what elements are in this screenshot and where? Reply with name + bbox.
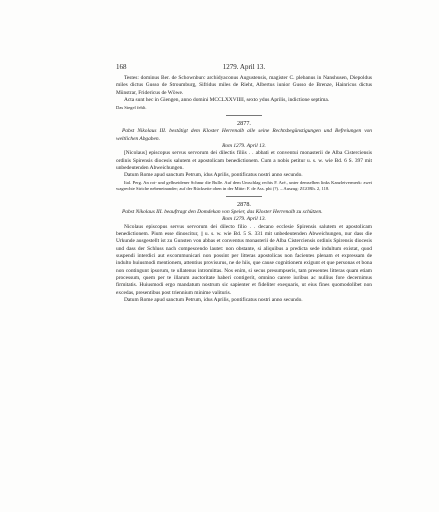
document-2878 (116, 201, 372, 304)
text-column (116, 75, 372, 304)
regest: Pabst Nikolaus III. bestätigt dem Kloster Herrenalb alle seine Rechtsbegünstigungen und Befreiungen von weltlichen Abgaben. (116, 128, 372, 142)
datum-line: Datum Rome apud sanctum Petrum, idus Aprilis, pontificatus nostri anno secundo. (124, 296, 303, 303)
regest: Pabst Nikolaus III. beauftragt den Domdekan von Speier, das Kloster Herrenalb zu schützen. (122, 209, 323, 216)
witness-list: Testes: dominus Ber. de Schownburc archidyaconus Augustensis, magister C. plebanus in Nanshusen, Diepoldus miles dictus Gusso de Stroumburg, Sifridus miles de Riеht, Albertus iunior Gusso de Brenze, Hainricus dictus Münstrar, Fridericus de Wöwe. (116, 75, 372, 96)
running-header (116, 63, 372, 72)
separator-rule (226, 196, 262, 197)
archival-note: Ital. Perg. An rot- und gelbseidener Schnur die Bulle. Auf dem Umschlag rechts F. Aré., unter demselben links Kanzleivermerk: zwei wagrechte Striche nebeneinander; auf der Rückseite oben in der Mitte: F. de Ass. phi (?). – Auszug: ZGORh. 2, 118. (116, 179, 372, 191)
dating-clause: Acta sunt hec in Giengen, anno domini MCCLXXVIIII, sexto ydus Aprilis, indictione septima. (124, 96, 330, 103)
separator-rule (226, 115, 262, 116)
document-body: Nicolaus episcopus servus servorum dei dilecto filio . . decano ecclesie Spirensis salutem et apostolicam benedictionem. Pium esse dinoscitur, || u. s. w. wie Bd. 5 S. 331 mit unbedeutenden Abweichungen, nur dass die Urkunde ausgestellt ist zu Gunsten von abbas et conventus monasterii de Alba Cisterciensis ordinis Spirensis diocesis und dass der Schluss nach compescendo lautet: non obstante, si aliquibus a predicta sede indultum existat, quod suspendi interdici aut excommunicari non possint per litteras apostolicas non facientes plenam et expressam de indulto huiusmodi mentionem, attentius provisurus, ne de hiis, que cause cognitionem exigunt et que personas et bona non contingunt ipsorum, te ullatenus intromittas. Nos enim, si secus presumpseris, tam presentes litteras quam etiam processum, quem per te illarum auctoritate haberi contigerit, omnino carere iuribus ac nullius fore decernimus firmitatis. Huiusmodi ergo mandatum nostrum sic sapienter et fideliter exequaris, ut eius fines quomodolibet non excedas, presentibus post triennium minime valituris. (116, 223, 372, 296)
datum-line: Datum Rome apud sanctum Petrum, idus Aprilis, pontificatus nostri anno secundo. (124, 172, 303, 179)
page-number: 168 (116, 63, 127, 71)
seal-note: Das Siegel fehlt. (116, 105, 147, 111)
document-date: Rom 1279. April 13. (222, 216, 266, 223)
running-title: 1279. April 13. (222, 63, 266, 71)
document-body: [Nicolaus] episcopus servus servorum dei dilectis filiis . . abbati et conventui monasterii de Alba Cisterciensis ordinis Spirensis diocesis salutem et apostolicam benedictionem. Cum a nobis petitur u. s. w. wie Bd. 6 S. 397 mit unbedeutenden Abweichungen. (116, 150, 372, 172)
previous-document-end (116, 75, 372, 111)
document-number: 2877. (237, 120, 251, 128)
document-2877 (116, 120, 372, 192)
document-number: 2878. (237, 201, 251, 209)
document-date: Rom 1279. April 13. (222, 142, 266, 149)
